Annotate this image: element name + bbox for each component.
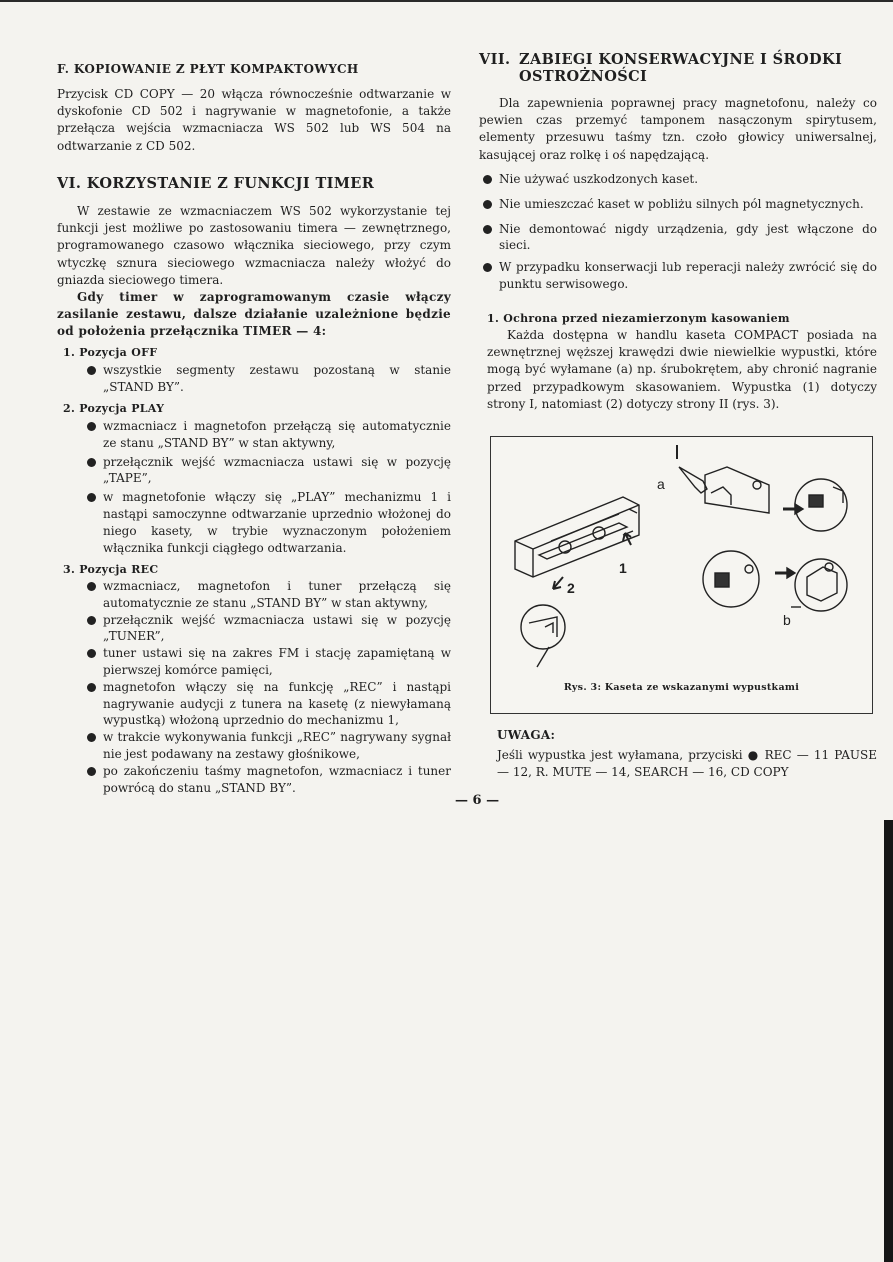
label-a: a [657, 476, 665, 492]
list-item: Nie demontować nigdy urządzenia, gdy jest włączone do sieci. [481, 221, 877, 255]
page-right-edge [884, 820, 893, 1262]
section-f-heading: F. KOPIOWANIE Z PŁYT KOMPAKTOWYCH [57, 62, 359, 76]
position-rec-block [63, 563, 451, 796]
position-rec-title: 3. Pozycja REC [63, 563, 159, 576]
position-off-block [63, 346, 451, 396]
bullet-icon [87, 493, 96, 502]
maintenance-list [481, 171, 877, 293]
position-play-list [85, 418, 451, 556]
bullet-icon [483, 175, 492, 184]
magnifier-bottom [521, 605, 565, 649]
bullet-icon [483, 263, 492, 272]
section-vi-bold-note: Gdy timer w zaprogramowanym czasie włączy zasilanie zestawu, dalsze działanie uzależnione będzie od położenia przełącznika TIMER — 4: [57, 290, 451, 339]
position-play-title: 2. Pozycja PLAY [63, 402, 165, 415]
bullet-icon [87, 733, 96, 742]
position-play-block [63, 402, 451, 556]
erase-protection-title: 1. Ochrona przed niezamierzonym kasowaniem [487, 312, 790, 325]
screwdriver [679, 467, 707, 493]
list-item: w magnetofonie włączy się „PLAY” mechanizmu 1 i nastąpi samoczynne odtwarzanie uprzednio włożonej do niego kasety, w trybie wyznaczonym położeniem włącznika funkcji ciągłego odtwarzania. [85, 489, 451, 556]
bullet-icon [87, 767, 96, 776]
list-item: wzmacniacz, magnetofon i tuner przełączą się automatycznie ze stanu „STAND BY” w stan aktywny, [85, 578, 451, 612]
label-b: b [783, 612, 791, 628]
position-rec-list [85, 578, 451, 796]
erase-protection-text: Każda dostępna w handlu kaseta COMPACT posiada na zewnętrznej węższej krawędzi dwie niewielkie wypustki, które mogą być wyłamane (a) np. śrubokrętem, aby chronić nagranie przed przypadkowym skasowaniem. Wypustka (1) dotyczy strony I, natomiast (2) dotyczy strony II (rys. 3). [487, 328, 877, 411]
position-off-list [85, 362, 451, 396]
list-item: w trakcie wykonywania funkcji „REC” nagrywany sygnał nie jest podawany na zestawy głośnikowe, [85, 729, 451, 763]
section-vii-intro: Dla zapewnienia poprawnej pracy magnetofonu, należy co pewien czas przemyć tamponem nasączonym spirytusem, elementy przesuwu taśmy tzn. czoło głowicy uniwersalnej, kasującej oraz rolkę i oś napędzającą. [479, 96, 877, 162]
list-item: wszystkie segmenty zestawu pozostaną w stanie „STAND BY”. [85, 362, 451, 396]
magnifier-mid [703, 551, 759, 607]
cassette-diagram [491, 437, 872, 713]
list-item: W przypadku konserwacji lub reperacji należy zwrócić się do punktu serwisowego. [481, 259, 877, 293]
label-2: 2 [567, 580, 575, 596]
bullet-icon [87, 649, 96, 658]
page-number: — 6 — [455, 793, 500, 808]
bullet-icon [87, 683, 96, 692]
list-item: wzmacniacz i magnetofon przełączą się automatycznie ze stanu „STAND BY” w stan aktywny, [85, 418, 451, 452]
bullet-icon [87, 422, 96, 431]
list-item: przełącznik wejść wzmacniacza ustawi się w pozycję „TAPE”, [85, 454, 451, 488]
list-item: Nie umieszczać kaset w pobliżu silnych pól magnetycznych. [481, 196, 877, 213]
bullet-icon [483, 200, 492, 209]
figure-caption: Rys. 3: Kaseta ze wskazanymi wypustkami [563, 682, 800, 693]
note-text: Jeśli wypustka jest wyłamana, przyciski ● REC — 11 PAUSE — 12, R. MUTE — 14, SEARCH — 16, CD COPY [497, 748, 877, 780]
bullet-icon [483, 225, 492, 234]
page-top-edge [0, 0, 893, 2]
bullet-icon [87, 458, 96, 467]
position-off-title: 1. Pozycja OFF [63, 346, 158, 359]
bullet-icon [87, 366, 96, 375]
list-item: po zakończeniu taśmy magnetofon, wzmacniacz i tuner powrócą do stanu „STAND BY”. [85, 763, 451, 797]
list-item: magnetofon włączy się na funkcję „REC” i nastąpi nagrywanie audycji z tunera na kasetę (z niewyłamaną wypustką) włożoną uprzednio do mechanizmu 1, [85, 679, 451, 729]
section-vi-heading: VI. KORZYSTANIE Z FUNKCJI TIMER [57, 175, 375, 192]
section-f-text: Przycisk CD COPY — 20 włącza równocześnie odtwarzanie w dyskofonie CD 502 i nagrywanie w magnetofonie, a także przełącza wejścia wzmacniacza WS 502 lub WS 504 na odtwarzanie z CD 502. [57, 87, 451, 153]
bullet-icon [87, 582, 96, 591]
list-item: przełącznik wejść wzmacniacza ustawi się w pozycję „TUNER”, [85, 612, 451, 646]
magnifier-right [795, 559, 847, 611]
bullet-icon [87, 616, 96, 625]
label-1: 1 [619, 560, 627, 576]
figure-cassette [490, 436, 873, 714]
list-item: Nie używać uszkodzonych kaset. [481, 171, 877, 188]
list-item: tuner ustawi się na zakres FM i stację zapamiętaną w pierwszej komórce pamięci, [85, 645, 451, 679]
section-vi-intro: W zestawie ze wzmacniaczem WS 502 wykorzystanie tej funkcji jest możliwe po zastosowaniu timera — zewnętrznego, programowanego czasowo włącznika sieciowego, przy czym wtyczkę sznura sieciowego wzmacniacza należy włożyć do gniazda sieciowego timera. [57, 204, 451, 287]
note-title: UWAGA: [497, 728, 556, 742]
section-vii-heading: VII. ZABIEGI KONSERWACYJNE I ŚRODKI OSTROŻNOŚCI [479, 51, 843, 85]
